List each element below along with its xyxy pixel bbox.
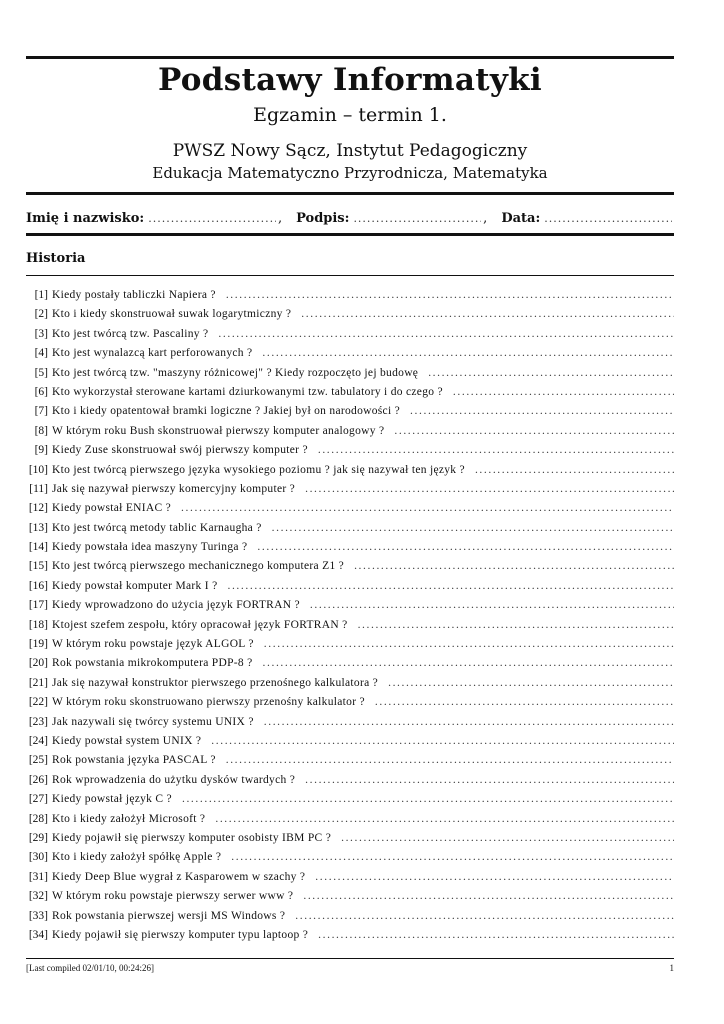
question-text: W którym roku powstaje pierwszy serwer www ?	[52, 890, 294, 903]
question-item	[26, 308, 674, 327]
date-label: Data:	[501, 211, 541, 226]
question-text: Kiedy pojawił się pierwszy komputer typu laptoop ?	[52, 928, 309, 941]
question-number: [29]	[28, 831, 48, 844]
question-text: Rok wprowadzenia do użytku dysków twardych ?	[52, 773, 296, 786]
question-item	[26, 890, 674, 909]
question-item	[26, 347, 674, 366]
answer-fill-line[interactable]	[315, 871, 674, 883]
question-number: [20]	[28, 657, 48, 670]
student-info-line	[26, 211, 674, 229]
question-text: Kto jest twórcą pierwszego mechanicznego komputera Z1 ?	[52, 560, 345, 573]
question-number: [12]	[28, 502, 48, 515]
top-rule	[26, 56, 674, 59]
compile-timestamp: [Last compiled 02/01/10, 00:24:26]	[26, 963, 154, 973]
question-item	[26, 560, 674, 579]
answer-fill-line[interactable]	[358, 619, 674, 631]
institution-name: PWSZ Nowy Sącz, Instytut Pedagogiczny	[172, 141, 528, 161]
date-fill-line[interactable]	[544, 212, 672, 225]
name-label: Imię i nazwisko:	[26, 211, 145, 226]
question-item	[26, 464, 674, 483]
question-number: [8]	[34, 424, 48, 437]
question-item	[26, 832, 674, 851]
question-number: [14]	[28, 541, 48, 554]
question-number: [9]	[34, 444, 48, 457]
question-item	[26, 696, 674, 715]
answer-fill-line[interactable]	[211, 735, 674, 747]
question-text: Jak się nazywał konstruktor pierwszego przenośnego kalkulatora ?	[52, 676, 379, 689]
question-number: [27]	[28, 793, 48, 806]
question-number: [5]	[34, 366, 48, 379]
question-number: [13]	[28, 521, 48, 534]
question-text: Kiedy powstał komputer Mark I ?	[52, 579, 218, 592]
page-number: 1	[669, 963, 674, 973]
question-text: Kto i kiedy skonstruował suwak logarytmiczny ?	[52, 308, 292, 321]
question-text: Jak nazywali się twórcy systemu UNIX ?	[52, 715, 254, 728]
answer-fill-line[interactable]	[263, 657, 674, 669]
answer-fill-line[interactable]	[264, 716, 674, 728]
question-number: [22]	[28, 696, 48, 709]
program-name: Edukacja Matematyczno Przyrodnicza, Matematyka	[152, 164, 548, 182]
answer-fill-line[interactable]	[215, 813, 674, 825]
answer-fill-line[interactable]	[272, 522, 674, 534]
question-text: Ktojest szefem zespołu, który opracował język FORTRAN ?	[52, 618, 348, 631]
question-number: [10]	[28, 463, 48, 476]
question-text: W którym roku skonstruowano pierwszy przenośny kalkulator ?	[52, 696, 365, 709]
question-text: Kto i kiedy opatentował bramki logiczne ? Jakiej był on narodowości ?	[52, 405, 401, 418]
question-item	[26, 813, 674, 832]
page-title: Podstawy Informatyki	[157, 62, 543, 98]
question-number: [26]	[28, 773, 48, 786]
signature-fill-line[interactable]	[353, 212, 481, 225]
question-text: Kiedy postały tabliczki Napiera ?	[52, 289, 216, 301]
question-text: Kto i kiedy założył Microsoft ?	[52, 812, 206, 825]
question-item	[26, 522, 674, 541]
answer-fill-line[interactable]	[182, 793, 674, 805]
question-text: Kto jest twórcą metody tablic Karnaugha ?	[52, 521, 262, 534]
answer-fill-line[interactable]	[341, 832, 674, 844]
question-item	[26, 677, 674, 696]
question-item	[26, 851, 674, 870]
answer-fill-line[interactable]	[181, 502, 674, 514]
exam-page	[26, 0, 674, 1024]
question-item	[26, 599, 674, 618]
question-number: [33]	[28, 909, 48, 922]
answer-fill-line[interactable]	[305, 483, 674, 495]
question-item	[26, 541, 674, 560]
answer-fill-line[interactable]	[262, 347, 674, 359]
section-title: Historia	[26, 251, 86, 266]
question-list	[26, 289, 674, 948]
question-text: Kto jest twórcą tzw. Pascaliny ?	[52, 327, 209, 340]
answer-fill-line[interactable]	[226, 754, 674, 766]
question-number: [16]	[28, 579, 48, 592]
question-number: [4]	[34, 347, 48, 360]
header-bottom-rule	[26, 192, 674, 195]
question-number: [3]	[34, 327, 48, 340]
question-item	[26, 502, 674, 521]
answer-fill-line[interactable]	[227, 580, 674, 592]
question-text: Kiedy wprowadzono do użycia język FORTRAN ?	[52, 599, 300, 612]
footer-rule	[26, 958, 674, 959]
answer-fill-line[interactable]	[257, 541, 674, 553]
question-text: W którym roku powstaje język ALGOL ?	[52, 638, 254, 651]
question-item	[26, 386, 674, 405]
question-item	[26, 735, 674, 754]
question-text: Kiedy powstała idea maszyny Turinga ?	[52, 541, 248, 554]
question-item	[26, 619, 674, 638]
question-number: [28]	[28, 812, 48, 825]
answer-fill-line[interactable]	[453, 386, 674, 398]
question-number: [17]	[28, 599, 48, 612]
question-item	[26, 580, 674, 599]
signature-separator: ,	[483, 211, 488, 226]
question-item	[26, 289, 674, 308]
answer-fill-line[interactable]	[264, 638, 674, 650]
question-number: [6]	[34, 385, 48, 398]
answer-fill-line[interactable]	[226, 289, 674, 301]
info-bottom-rule	[26, 233, 674, 236]
question-text: Kiedy pojawił się pierwszy komputer osobisty IBM PC ?	[52, 831, 332, 844]
answer-fill-line[interactable]	[354, 560, 674, 572]
question-item	[26, 929, 674, 948]
question-text: Jak się nazywał pierwszy komercyjny komputer ?	[52, 482, 296, 495]
question-number: [30]	[28, 851, 48, 864]
question-text: Kiedy powstał ENIAC ?	[52, 502, 172, 515]
answer-fill-line[interactable]	[388, 677, 674, 689]
answer-fill-line[interactable]	[410, 405, 674, 417]
question-item	[26, 774, 674, 793]
question-item	[26, 425, 674, 444]
answer-fill-line[interactable]	[295, 910, 674, 922]
question-text: Kiedy Zuse skonstruował swój pierwszy komputer ?	[52, 444, 308, 457]
question-item	[26, 483, 674, 502]
answer-fill-line[interactable]	[318, 929, 674, 941]
question-item	[26, 754, 674, 773]
question-text: Kiedy powstał język C ?	[52, 793, 172, 806]
question-number: [31]	[28, 870, 48, 883]
answer-fill-line[interactable]	[303, 890, 674, 902]
question-number: [23]	[28, 715, 48, 728]
question-number: [1]	[34, 289, 48, 301]
question-number: [32]	[28, 890, 48, 903]
question-number: [18]	[28, 618, 48, 631]
signature-label: Podpis:	[296, 211, 350, 226]
question-number: [2]	[34, 308, 48, 321]
question-text: Rok powstania języka PASCAL ?	[52, 754, 216, 767]
answer-fill-line[interactable]	[375, 696, 674, 708]
question-text: W którym roku Bush skonstruował pierwszy komputer analogowy ?	[52, 424, 385, 437]
question-item	[26, 405, 674, 424]
question-number: [15]	[28, 560, 48, 573]
answer-fill-line[interactable]	[231, 851, 674, 863]
question-item	[26, 716, 674, 735]
question-text: Kiedy Deep Blue wygrał z Kasparowem w szachy ?	[52, 870, 306, 883]
name-fill-line[interactable]	[148, 212, 276, 225]
section-rule	[26, 275, 674, 276]
answer-fill-line[interactable]	[428, 367, 674, 379]
exam-subtitle: Egzamin – termin 1.	[253, 104, 447, 126]
answer-fill-line[interactable]	[218, 328, 674, 340]
question-number: [21]	[28, 676, 48, 689]
question-item	[26, 871, 674, 890]
answer-fill-line[interactable]	[475, 464, 674, 476]
question-item	[26, 328, 674, 347]
answer-fill-line[interactable]	[394, 425, 674, 437]
question-item	[26, 793, 674, 812]
question-number: [24]	[28, 734, 48, 747]
question-number: [11]	[29, 482, 48, 495]
answer-fill-line[interactable]	[318, 444, 674, 456]
question-item	[26, 657, 674, 676]
question-number: [34]	[28, 928, 48, 941]
question-text: Kto jest twórcą tzw. "maszyny różnicowej" ? Kiedy rozpoczęto jej budowę	[52, 366, 419, 379]
question-text: Kto jest twórcą pierwszego języka wysokiego poziomu ? jak się nazywał ten język ?	[52, 463, 465, 476]
name-separator: ,	[277, 211, 283, 226]
answer-fill-line[interactable]	[305, 774, 674, 786]
answer-fill-line[interactable]	[301, 308, 674, 320]
question-text: Kto wykorzystał sterowane kartami dziurkowanymi tzw. tabulatory i do czego ?	[52, 385, 443, 398]
question-text: Rok powstania mikrokomputera PDP-8 ?	[52, 657, 253, 670]
answer-fill-line[interactable]	[310, 599, 674, 611]
question-item	[26, 910, 674, 929]
question-text: Kiedy powstał system UNIX ?	[52, 734, 202, 747]
question-number: [19]	[28, 638, 48, 651]
question-item	[26, 367, 674, 386]
question-item	[26, 638, 674, 657]
question-text: Kto i kiedy założył spółkę Apple ?	[52, 851, 222, 864]
question-number: [25]	[28, 754, 48, 767]
question-number: [7]	[34, 405, 48, 418]
question-item	[26, 444, 674, 463]
question-text: Rok powstania pierwszej wersji MS Windows ?	[52, 909, 286, 922]
question-text: Kto jest wynalazcą kart perforowanych ?	[52, 347, 253, 360]
